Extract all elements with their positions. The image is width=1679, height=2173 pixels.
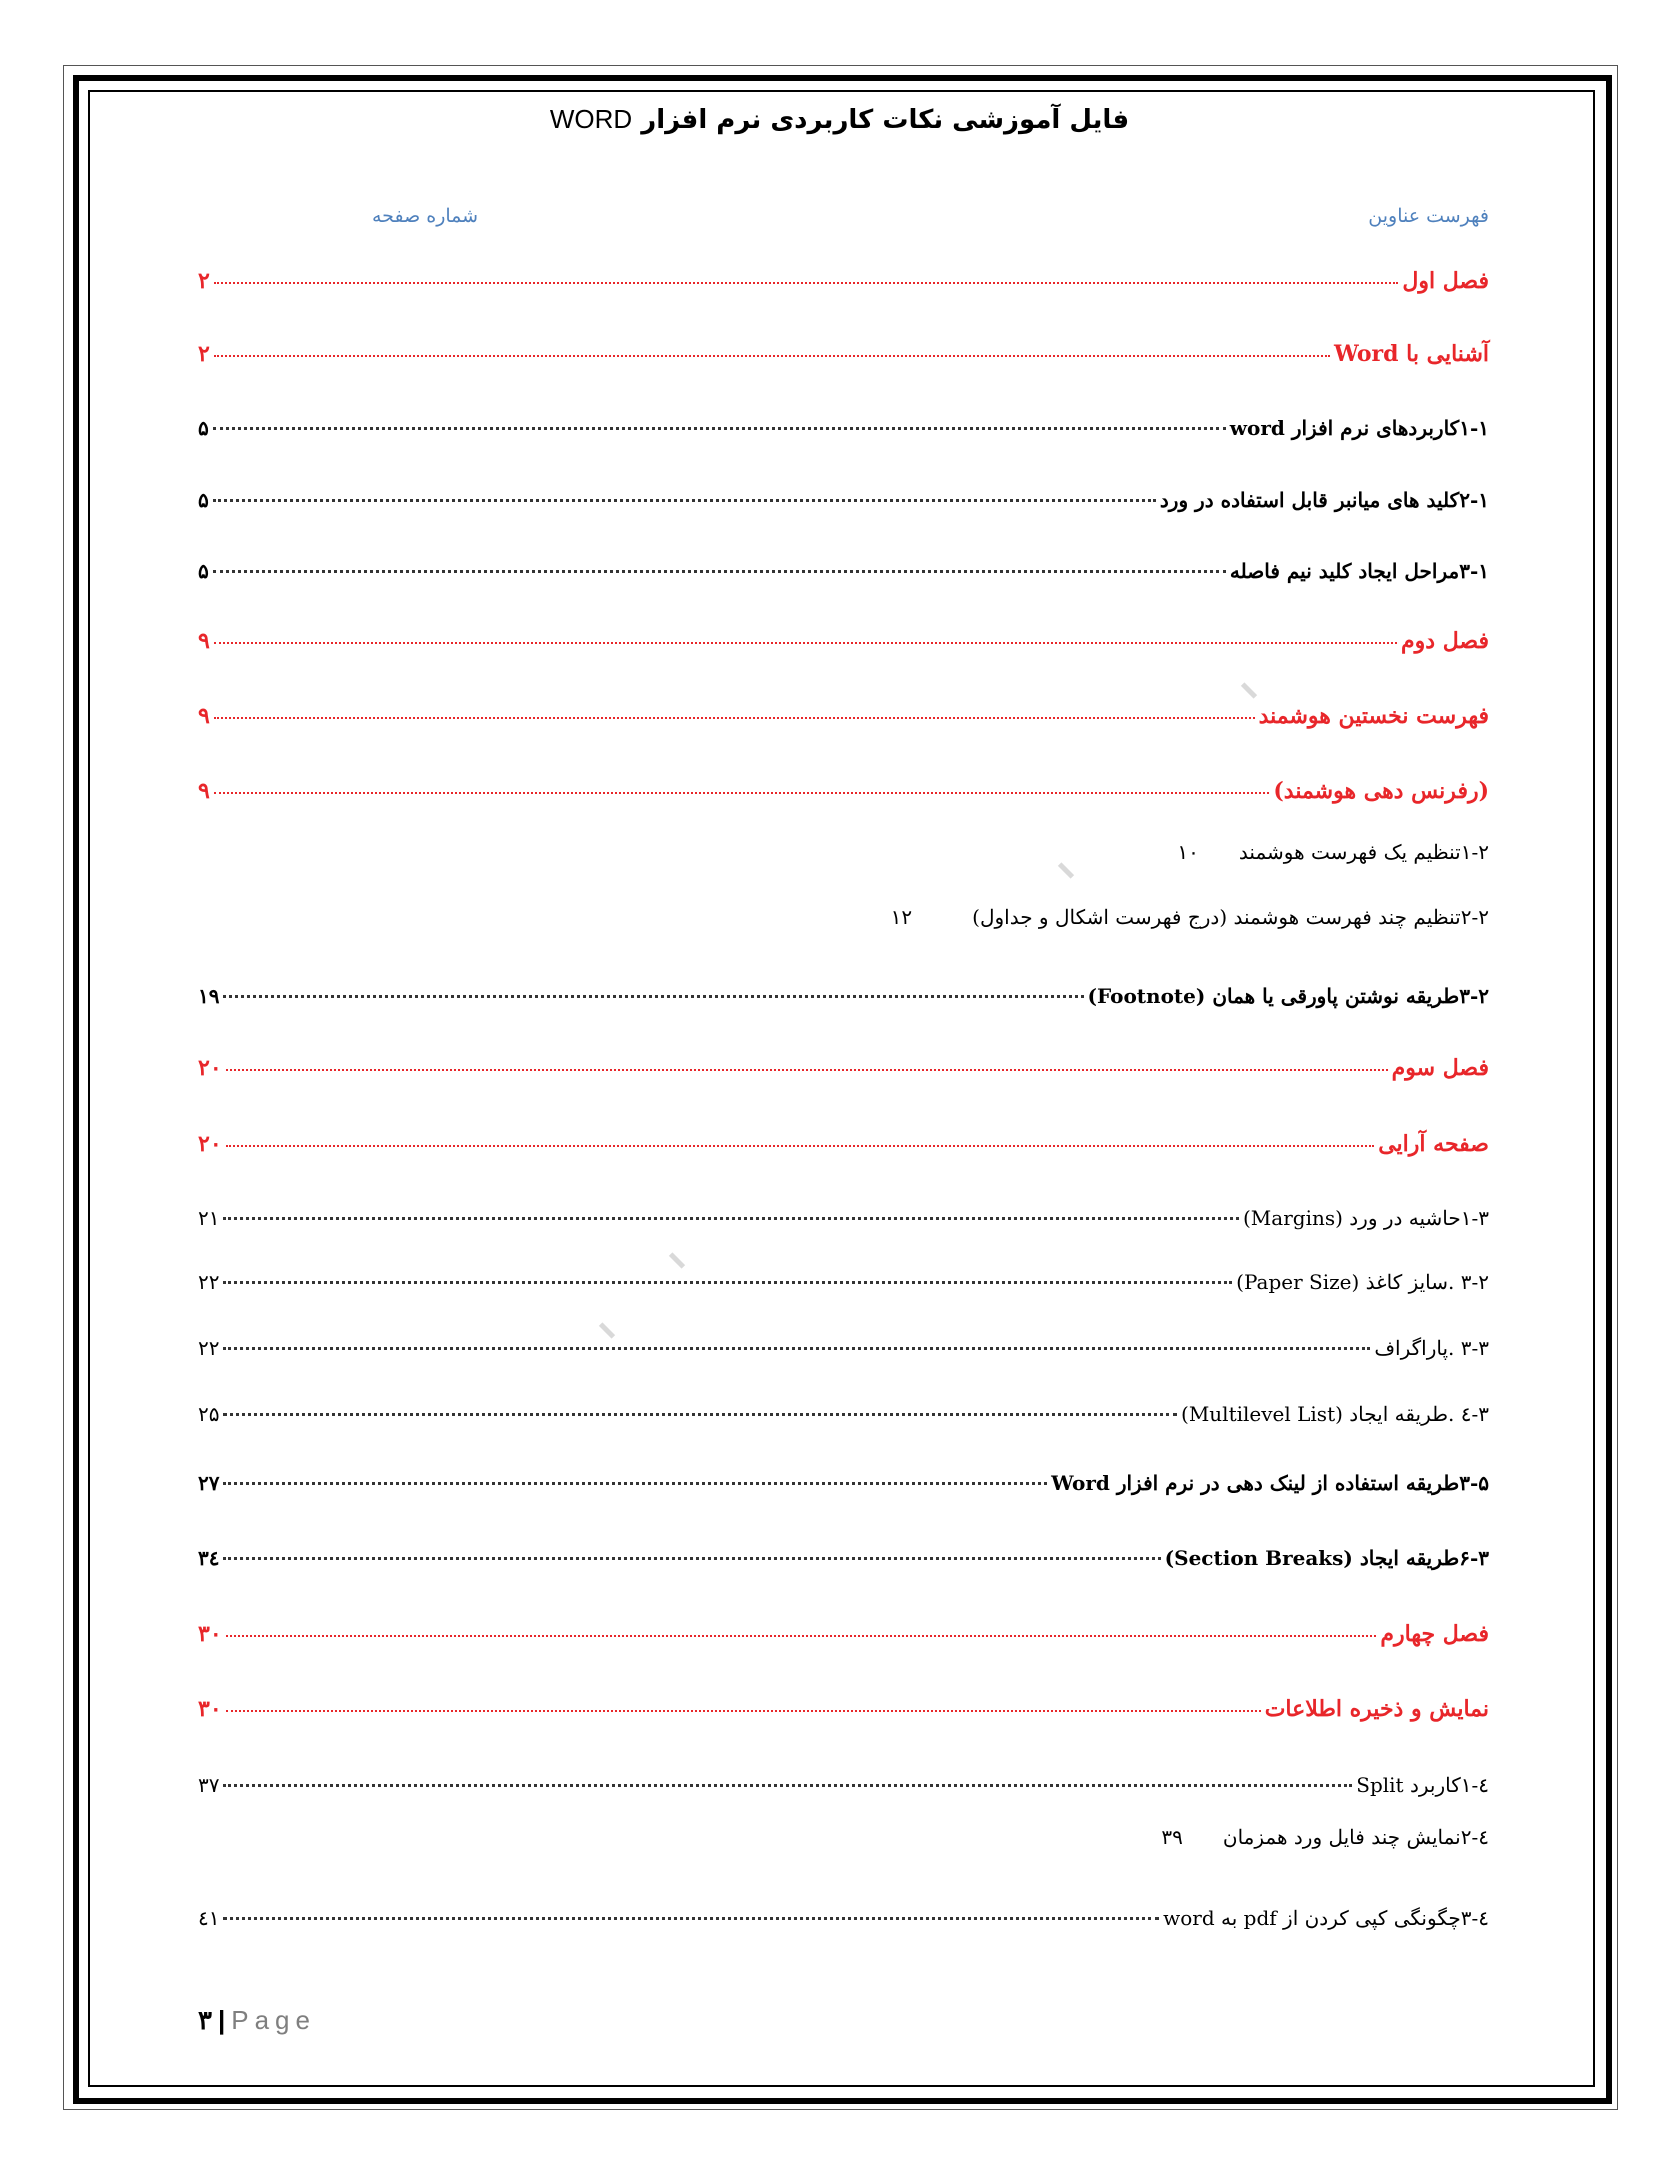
toc-entry-page: ۱۰ [1177, 840, 1199, 864]
toc-entry[interactable] [198, 1117, 1489, 1157]
toc-entry-text: ۲-۲تنظیم چند فهرست هوشمند (درج فهرست اشکال و جداول) [972, 905, 1489, 929]
toc-entry[interactable] [198, 1455, 1489, 1495]
toc-entry-text: نمایش و ذخیره اطلاعات [1264, 1696, 1489, 1722]
toc-entry-page: ۲۵ [198, 1402, 220, 1426]
toc-leader-dots [214, 282, 1399, 284]
toc-entry[interactable] [198, 689, 1489, 729]
toc-entry-page: ۳۹ [1161, 1825, 1183, 1849]
toc-entry-page: ۲۲ [198, 1270, 220, 1294]
toc-entry-page: ۲۲ [198, 1336, 220, 1360]
toc-leader-dots [213, 427, 1226, 430]
toc-entry-page: ۵ [198, 488, 209, 512]
toc-leader-dots [223, 1281, 1232, 1284]
toc-leader-dots [223, 1347, 1370, 1350]
toc-entry-page: ۲۰ [198, 1055, 222, 1081]
page-number-heading: شماره صفحه [372, 205, 479, 227]
toc-entry[interactable] [198, 614, 1489, 654]
toc-entry[interactable] [198, 968, 1489, 1008]
toc-entry-text: ۳-۲طریقه نوشتن پاورقی یا همان (Footnote) [1087, 984, 1489, 1008]
toc-entry-page: ۹ [198, 703, 210, 729]
toc-entry-text: ٤-۱کاربرد Split [1356, 1773, 1489, 1797]
toc-entry-text: ۳-۳ .پاراگراف [1374, 1336, 1489, 1360]
toc-entry-page: ۲۰ [198, 1131, 222, 1157]
toc-entry-text: صفحه آرایی [1378, 1131, 1489, 1157]
toc-entry[interactable] [198, 327, 1489, 367]
title-en: WORD [549, 104, 633, 134]
toc-entry-text: ۳-۱مراحل ایجاد کلید نیم فاصله [1229, 559, 1489, 583]
title-fa: فایل آموزشی نکات کاربردی نرم افزار [641, 105, 1130, 135]
toc-entry-text: (رفرنس دهی هوشمند) [1273, 778, 1489, 804]
document-title [0, 104, 1679, 135]
toc-entry[interactable] [198, 1386, 1489, 1426]
toc-leader-dots [223, 1217, 1239, 1220]
toc-entry-text: آشنایی با Word [1333, 341, 1489, 367]
toc-leader-dots [214, 792, 1270, 794]
toc-entry[interactable] [198, 764, 1489, 804]
toc-entry[interactable] [198, 472, 1489, 512]
toc-entry-text: ۳-۵طریقه استفاده از لینک دهی در نرم افزار Word [1051, 1471, 1489, 1495]
toc-entry-page: ۳۰ [198, 1696, 222, 1722]
toc-entry-page: ۲۱ [198, 1206, 220, 1230]
toc-entry[interactable] [198, 1190, 1489, 1230]
toc-entry[interactable] [198, 1682, 1489, 1722]
toc-entry-text: فصل سوم [1391, 1055, 1489, 1081]
toc-entry-text: ۱-۱کاربردهای نرم افزار word [1229, 416, 1489, 440]
toc-leader-dots [223, 1784, 1352, 1787]
toc-entry-page: ۳۰ [198, 1621, 222, 1647]
toc-entry-page: ۳۷ [198, 1773, 220, 1797]
toc-entry-text: ۶-۳طریقه ایجاد (Section Breaks) [1164, 1546, 1489, 1570]
toc-entry-text: ٤-۲نمایش چند فایل ورد همزمان [1222, 1825, 1489, 1849]
toc-leader-dots [214, 717, 1255, 719]
toc-entry-page: ٤۱ [198, 1906, 220, 1930]
toc-entry-text: ۱-۲تنظیم یک فهرست هوشمند [1238, 840, 1489, 864]
toc-entry-page: ۵ [198, 416, 209, 440]
toc-entry-page: ۱۲ [890, 905, 913, 929]
toc-leader-dots [223, 995, 1083, 998]
toc-entry-text: ۳-٤ .طریقه ایجاد (Multilevel List) [1181, 1402, 1489, 1426]
toc-leader-dots [223, 1482, 1047, 1485]
toc-leader-dots [214, 642, 1397, 644]
toc-entry-text: ٤-۳چگونگی کپی کردن از pdf به word [1163, 1906, 1489, 1930]
toc-entry-page: ۵ [198, 559, 209, 583]
toc-entry[interactable] [1161, 1825, 1489, 1849]
toc-leader-dots [223, 1413, 1177, 1416]
toc-entry-text: ۳-۲ .سایز کاغذ (Paper Size) [1236, 1270, 1489, 1294]
toc-entry-page: ۹ [198, 628, 210, 654]
toc-entry-text: ۱-۳حاشیه در ورد (Margins) [1242, 1206, 1489, 1230]
toc-entry-page: ۱۹ [198, 984, 220, 1008]
toc-leader-dots [226, 1069, 1388, 1071]
toc-leader-dots [214, 355, 1330, 357]
toc-entry-text: فصل اول [1402, 268, 1489, 294]
footer-page-number: ۳ [198, 2005, 212, 2035]
toc-entry[interactable] [198, 1041, 1489, 1081]
footer-page-label: Page [231, 2005, 316, 2035]
toc-leader-dots [223, 1557, 1160, 1560]
toc-leader-dots [213, 570, 1226, 573]
toc-leader-dots [226, 1145, 1375, 1147]
toc-leader-dots [223, 1917, 1159, 1920]
toc-entry-text: فصل دوم [1401, 628, 1489, 654]
toc-entry-text: فصل چهارم [1380, 1621, 1489, 1647]
toc-entry[interactable] [198, 1254, 1489, 1294]
toc-entry[interactable] [198, 400, 1489, 440]
toc-entry[interactable] [198, 1757, 1489, 1797]
footer-separator: | [217, 2005, 226, 2035]
toc-entry[interactable] [198, 1607, 1489, 1647]
toc-entry-page: ۹ [198, 778, 210, 804]
toc-entry-text: ۲-۱کلید های میانبر قابل استفاده در ورد [1159, 488, 1489, 512]
toc-entry-text: فهرست نخستین هوشمند [1258, 703, 1489, 729]
toc-entry-page: ۲ [198, 341, 210, 367]
toc-entry[interactable] [198, 543, 1489, 583]
toc-entry[interactable] [198, 254, 1489, 294]
toc-entry-page: ۳٤ [198, 1546, 220, 1570]
toc-entry[interactable] [198, 1320, 1489, 1360]
toc-leader-dots [226, 1635, 1377, 1637]
toc-entry-page: ۲۷ [198, 1471, 220, 1495]
page-footer [198, 2005, 316, 2036]
toc-leader-dots [213, 499, 1156, 502]
toc-entry[interactable] [198, 1890, 1489, 1930]
toc-entry-page: ۲ [198, 268, 210, 294]
toc-entry[interactable] [891, 905, 1489, 929]
toc-heading: فهرست عناوین [1368, 205, 1489, 227]
toc-entry[interactable] [198, 1530, 1489, 1570]
toc-entry[interactable] [1177, 840, 1489, 864]
toc-leader-dots [226, 1710, 1261, 1712]
